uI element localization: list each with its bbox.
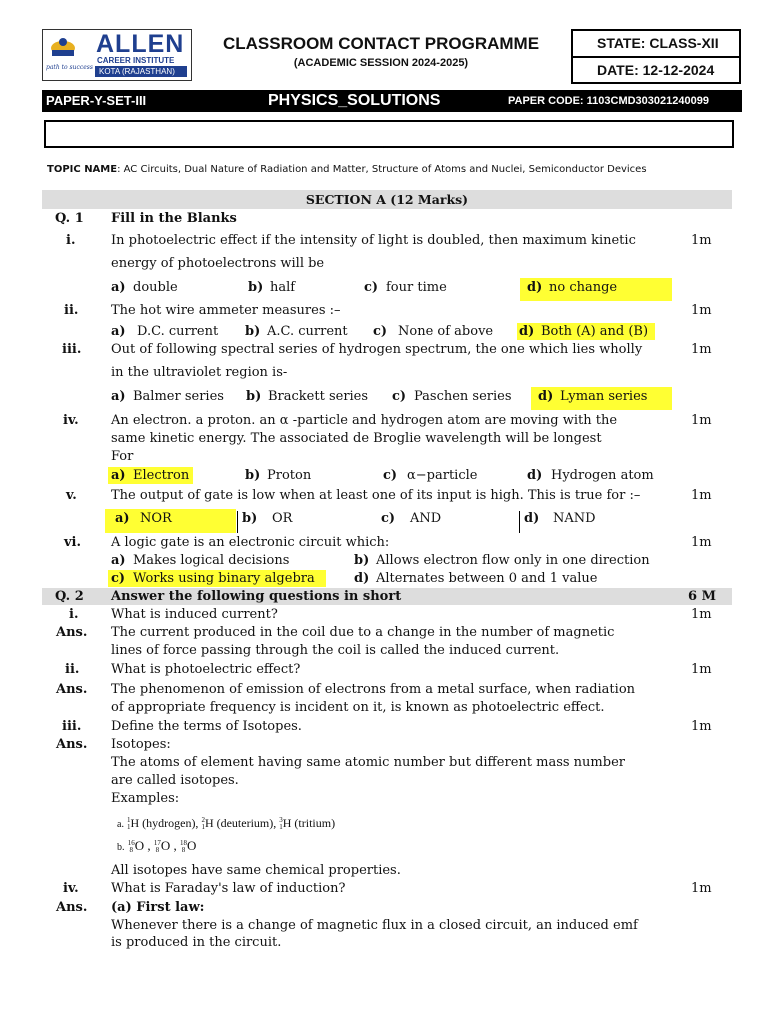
q1-iii-number: iii.	[62, 342, 82, 357]
q1-ii-number: ii.	[64, 303, 79, 318]
q2-iii-answer-2: are called isotopes.	[111, 773, 239, 788]
q1-i-marks: 1m	[691, 233, 712, 248]
q1-vi-opt-a: Makes logical decisions	[133, 553, 290, 568]
q2-iv-ans-label: Ans.	[56, 900, 88, 915]
q1-i-opt-b-label: b)	[248, 280, 264, 295]
hydrogen: H (hydrogen),	[130, 816, 199, 830]
q2-i-answer-2: lines of force passing through the coil is called the induced current.	[111, 643, 560, 658]
tritium-atomic-number: 1	[279, 823, 283, 832]
q1-iv-opt-c: α−particle	[407, 468, 478, 483]
q2-iv-answer-0: (a) First law:	[111, 900, 205, 915]
oxygen-16: O ,	[134, 838, 151, 853]
isotope-example-oxygen	[117, 838, 196, 854]
q1-iv-opt-c-label: c)	[383, 468, 398, 483]
q2-iv-answer-1: Whenever there is a change of magnetic flux in a closed circuit, an induced emf	[111, 918, 638, 933]
oxygen-16-atomic-number: 8	[129, 846, 133, 855]
logo-line2: KOTA (RAJASTHAN)	[99, 67, 175, 76]
q1-iv-text-1: An electron. a proton. an α -particle and hydrogen atom are moving with the	[111, 413, 618, 428]
q2-number: Q. 2	[55, 589, 84, 604]
q1-i-opt-c: four time	[386, 280, 447, 295]
q1-vi-opt-c: Works using binary algebra	[133, 571, 315, 586]
q1-ii-text-1: The hot wire ammeter measures :–	[111, 303, 341, 318]
q2-iv-number: iv.	[63, 881, 79, 896]
example-b-label: b.	[117, 842, 125, 853]
q2-ii-marks: 1m	[691, 662, 712, 677]
oxygen-17-atomic-number: 8	[155, 846, 160, 855]
isotope-example-hydrogen	[117, 816, 335, 831]
logo-line1: CAREER INSTITUTE	[97, 56, 175, 65]
q2-iv-question: What is Faraday's law of induction?	[111, 881, 346, 896]
q1-iii-opt-b-label: b)	[246, 389, 262, 404]
q1-v-marks: 1m	[691, 488, 712, 503]
q1-vi-opt-b-label: b)	[354, 553, 370, 568]
q2-iii-answer-4: All isotopes have same chemical properties.	[111, 863, 401, 878]
logo-brand: ALLEN	[96, 30, 185, 58]
oxygen-18: O	[187, 838, 197, 853]
q1-ii-opt-d: Both (A) and (B)	[541, 324, 649, 339]
q1-i-text-1: In photoelectric effect if the intensity of light is doubled, then maximum kinetic	[111, 233, 636, 248]
q1-iv-opt-b-label: b)	[245, 468, 261, 483]
q2-title: Answer the following questions in short	[111, 589, 402, 604]
q2-iii-ans-label: Ans.	[56, 737, 88, 752]
tritium: H (tritium)	[282, 816, 336, 830]
q1-iv-text-3: For	[111, 449, 134, 464]
academic-session: (ACADEMIC SESSION 2024-2025)	[293, 57, 469, 69]
q1-ii-opt-b-label: b)	[245, 324, 261, 339]
q1-i-text-2: energy of photoelectrons will be	[111, 256, 325, 271]
q1-iii-opt-b: Brackett series	[268, 389, 369, 404]
q1-iv-number: iv.	[63, 413, 79, 428]
q2-marks: 6 M	[688, 589, 716, 604]
oxygen-17-mass-number: 17	[153, 839, 161, 848]
deuterium-atomic-number: 1	[201, 823, 205, 832]
q2-iii-number: iii.	[62, 719, 82, 734]
q1-vi-opt-a-label: a)	[111, 553, 126, 568]
q1-iv-opt-d: Hydrogen atom	[551, 468, 654, 483]
q1-iii-marks: 1m	[691, 342, 712, 357]
hydrogen-atomic-number: 1	[126, 823, 131, 832]
hydrogen-mass-number: 1	[126, 816, 131, 825]
q1-vi-opt-d-label: d)	[354, 571, 370, 586]
oxygen-18-atomic-number: 8	[181, 846, 186, 855]
q2-iii-marks: 1m	[691, 719, 712, 734]
section-a-heading: SECTION A (12 Marks)	[42, 190, 732, 209]
q1-iii-opt-d-label: d)	[538, 389, 554, 404]
q1-iv-opt-b: Proton	[267, 468, 312, 483]
blank-box	[44, 120, 734, 148]
q1-vi-opt-b: Allows electron flow only in one direction	[376, 553, 650, 568]
q1-ii-opt-a-label: a)	[111, 324, 126, 339]
q1-vi-text-1: A logic gate is an electronic circuit which:	[111, 535, 390, 550]
q1-ii-opt-c-label: c)	[373, 324, 388, 339]
q1-i-number: i.	[66, 233, 76, 248]
topic-label: TOPIC NAME	[47, 164, 118, 175]
topic-line	[47, 164, 747, 175]
q1-iv-text-2: same kinetic energy. The associated de Broglie wavelength will be longest	[111, 431, 602, 446]
q1-iv-opt-d-label: d)	[527, 468, 543, 483]
q2-iii-answer-3: Examples:	[111, 791, 180, 806]
q1-ii-marks: 1m	[691, 303, 712, 318]
q1-v-opt-b-label: b)	[242, 511, 258, 526]
q1-iii-text-2: in the ultraviolet region is-	[111, 365, 288, 380]
q1-iii-opt-a: Balmer series	[133, 389, 224, 404]
logo-tagline: path to success	[46, 64, 93, 71]
q2-i-ans-label: Ans.	[56, 625, 88, 640]
q1-ii-opt-b: A.C. current	[267, 324, 348, 339]
q1-i-opt-d: no change	[549, 280, 618, 295]
tritium-mass-number: 3	[279, 816, 283, 825]
paper-subject: PHYSICS_SOLUTIONS	[268, 92, 441, 109]
deuterium-mass-number: 2	[201, 816, 205, 825]
oxygen-16-mass-number: 16	[127, 839, 135, 848]
q2-iii-answer-1: The atoms of element having same atomic number but different mass number	[111, 755, 625, 770]
q1-v-opt-b: OR	[272, 511, 293, 526]
paper-code: PAPER CODE: 1103CMD303021240099	[508, 95, 709, 107]
paper-set: PAPER-Y-SET-III	[46, 93, 147, 108]
q1-iv-opt-a-label: a)	[111, 468, 126, 483]
q2-i-number: i.	[69, 607, 79, 622]
q1-title: Fill in the Blanks	[111, 211, 237, 226]
oxygen-18-mass-number: 18	[180, 839, 188, 848]
q1-i-opt-c-label: c)	[364, 280, 379, 295]
deuterium: H (deuterium),	[204, 816, 277, 830]
paper-info-bar	[42, 90, 742, 112]
date-label: DATE: 12-12-2024	[597, 62, 715, 78]
q2-iv-answer-2: is produced in the circuit.	[111, 935, 282, 950]
oxygen-17: O ,	[160, 838, 177, 853]
q1-iv-opt-a: Electron	[133, 468, 190, 483]
q1-v-text-1: The output of gate is low when at least one of its input is high. This is true for :–	[111, 488, 641, 503]
q1-iv-marks: 1m	[691, 413, 712, 428]
q2-iii-answer-0: Isotopes:	[111, 737, 171, 752]
q1-i-opt-a-label: a)	[111, 280, 126, 295]
q1-v-opt-c: AND	[410, 511, 442, 526]
q2-ii-answer-2: of appropriate frequency is incident on it, is known as photoelectric effect.	[111, 700, 605, 715]
q1-iii-opt-c: Paschen series	[414, 389, 512, 404]
q1-iii-opt-a-label: a)	[111, 389, 126, 404]
q1-vi-opt-d: Alternates between 0 and 1 value	[376, 571, 598, 586]
q2-ii-number: ii.	[65, 662, 80, 677]
q1-vi-opt-c-label: c)	[111, 571, 126, 586]
q2-i-answer-1: The current produced in the coil due to a change in the number of magnetic	[111, 625, 615, 640]
state-date-box	[571, 29, 741, 84]
q1-i-opt-d-label: d)	[527, 280, 543, 295]
topic-text: : AC Circuits, Dual Nature of Radiation and Matter, Structure of Atoms and Nuclei, Semiconductor Devices	[117, 164, 647, 175]
q1-v-opt-d: NAND	[553, 511, 596, 526]
q2-i-marks: 1m	[691, 607, 712, 622]
q1-number: Q. 1	[55, 211, 84, 226]
q1-v-number: v.	[66, 488, 77, 503]
q1-vi-marks: 1m	[691, 535, 712, 550]
q1-iii-text-1: Out of following spectral series of hydrogen spectrum, the one which lies wholly	[111, 342, 643, 357]
q1-v-opt-a: NOR	[140, 511, 172, 526]
q1-v-opt-d-label: d)	[524, 511, 540, 526]
q1-v-opt-c-label: c)	[381, 511, 396, 526]
q2-ii-question: What is photoelectric effect?	[111, 662, 301, 677]
q1-i-opt-a: double	[133, 280, 178, 295]
q2-i-question: What is induced current?	[111, 607, 278, 622]
q1-ii-opt-c: None of above	[398, 324, 494, 339]
q1-i-opt-b: half	[270, 280, 296, 295]
programme-title: CLASSROOM CONTACT PROGRAMME	[222, 34, 540, 53]
q1-ii-opt-a: D.C. current	[137, 324, 219, 339]
q2-ii-answer-1: The phenomenon of emission of electrons from a metal surface, when radiation	[111, 682, 636, 697]
state-label: STATE: CLASS-XII	[573, 31, 739, 58]
q1-v-opt-a-label: a)	[115, 511, 130, 526]
q1-vi-number: vi.	[64, 535, 82, 550]
q2-iv-marks: 1m	[691, 881, 712, 896]
q1-v-divider-1	[237, 511, 238, 533]
q1-v-divider-2	[519, 511, 520, 533]
q1-ii-opt-d-label: d)	[519, 324, 535, 339]
q2-iii-question: Define the terms of Isotopes.	[111, 719, 302, 734]
example-a-label: a.	[117, 819, 124, 830]
q2-ii-ans-label: Ans.	[56, 682, 88, 697]
q1-iii-opt-d: Lyman series	[560, 389, 648, 404]
q1-iii-opt-c-label: c)	[392, 389, 407, 404]
allen-logo	[42, 29, 192, 81]
